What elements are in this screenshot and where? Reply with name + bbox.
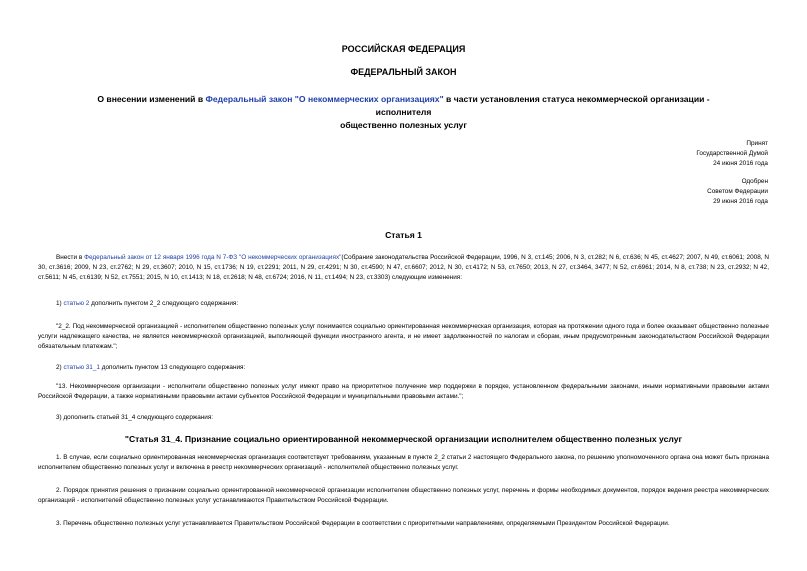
item3: 3) дополнить статьей 31_4 следующего содержания:	[56, 414, 214, 421]
article-31-4-heading: "Статья 31_4. Признание социально ориентированной некоммерческой организации исполнителем общественно полезных услуг	[124, 434, 683, 444]
item2-post: дополнить пунктом 13 следующего содержания:	[99, 364, 246, 371]
adopted-block	[696, 139, 768, 169]
article1-heading: Статья 1	[385, 230, 422, 240]
item2-link[interactable]: статью 31_1	[63, 364, 100, 371]
intro-post: (Собрание законодательства Российской Федерации, 1996, N 3, ст.145; 2006, N 3, ст.282; N 6, ст.636; N 45, ст.4627; 2007, N 49, ст.6061; 2008, N 30, ст.3616; 2009, N 23, ст.2762; N 29, ст.3607; 2010, N 15, ст.1736; N 19, ст.2291; 2011, N 29, ст.4291; N 30, ст.4590; N 47, ст.6607; 2012, N 30, ст.4172; N 53, ст.7650; 2013, N 27, ст.3464, 3477; N 52, ст.6961; 2014, N 8, ст.738; N 23, ст.2932; N 42, ст.5611; N 45, ст.6139; N 52, ст.7551; 2015, N 10, ст.1413; N 18, ст.2618; N 48, ст.6724; 2016, N 11, ст.1494; N 23, ст.3303) следующие изменения:	[38, 254, 770, 281]
approved-line1: Одобрен	[741, 178, 768, 185]
law-title-link[interactable]: Федеральный закон "О некоммерческих организациях"	[205, 94, 444, 104]
law-title-part2: в части установления статуса некоммерческой организации - исполнителя	[375, 94, 710, 117]
quote2: "13. Некоммерческие организации - исполнители общественно полезных услуг имеют право на приоритетное получение мер поддержки в порядке, установленном федеральными законами, иными нормативными правовыми актами Российской Федерации, а также нормативными правовыми актами субъектов Российской Федерации и муниципальными правовыми актами.";	[38, 383, 769, 400]
approved-line3: 29 июня 2016 года	[713, 198, 768, 205]
law-type-heading: ФЕДЕРАЛЬНЫЙ ЗАКОН	[350, 67, 457, 77]
item1-link[interactable]: статью 2	[63, 300, 90, 307]
law-title-line2: общественно полезных услуг	[340, 120, 467, 130]
country-heading: РОССИЙСКАЯ ФЕДЕРАЦИЯ	[341, 44, 466, 54]
art314-para3: 3. Перечень общественно полезных услуг устанавливается Правительством Российской Федерации в соответствии с приоритетными направлениями, определяемыми Президентом Российской Федерации.	[56, 520, 670, 527]
adopted-line2: Государственной Думой	[696, 150, 768, 157]
intro-pre: Внести в	[56, 254, 85, 261]
item2	[38, 363, 769, 373]
adopted-line3: 24 июня 2016 года	[713, 160, 768, 167]
intro-law-link[interactable]: Федеральный закон от 12 января 1996 года N 7-ФЗ "О некоммерческих организациях"	[84, 254, 342, 261]
art314-para1: 1. В случае, если социально ориентированная некоммерческая организация соответствует требованиям, указанным в пункте 2_2 статьи 2 настоящего Федерального закона, по решению уполномоченного органа она может быть признана исполнителем общественно полезных услуг и включена в реестр некоммерческих организаций - исполнителей общественно полезных услуг.	[38, 454, 769, 471]
item1-pre: 1)	[56, 300, 64, 307]
quote1: "2_2. Под некоммерческой организацией - исполнителем общественно полезных услуг понимается социально ориентированная некоммерческая организация, которая на протяжении одного года и более оказывает общественно полезные услуги надлежащего качества, не является некоммерческой организацией, выполняющей функции иностранного агента, и не имеет задолженностей по налогам и сборам, иным предусмотренным законодательством Российской Федерации обязательным платежам.";	[38, 323, 769, 350]
law-title-part1: О внесении изменений в	[97, 94, 206, 104]
item2-pre: 2)	[56, 364, 64, 371]
approved-block	[707, 177, 768, 207]
adopted-line1: Принят	[746, 140, 768, 147]
law-title	[70, 93, 737, 132]
approved-line2: Советом Федерации	[707, 188, 768, 195]
item1	[38, 299, 769, 309]
item1-post: дополнить пунктом 2_2 следующего содержания:	[89, 300, 239, 307]
article1-intro	[38, 253, 769, 283]
art314-para2: 2. Порядок принятия решения о признании социально ориентированной некоммерческой организации исполнителем общественно полезных услуг, перечень и формы необходимых документов, порядок ведения реестра некоммерческих организаций - исполнителей общественно полезных услуг устанавливаются Правительством Российской Федерации.	[38, 487, 769, 504]
